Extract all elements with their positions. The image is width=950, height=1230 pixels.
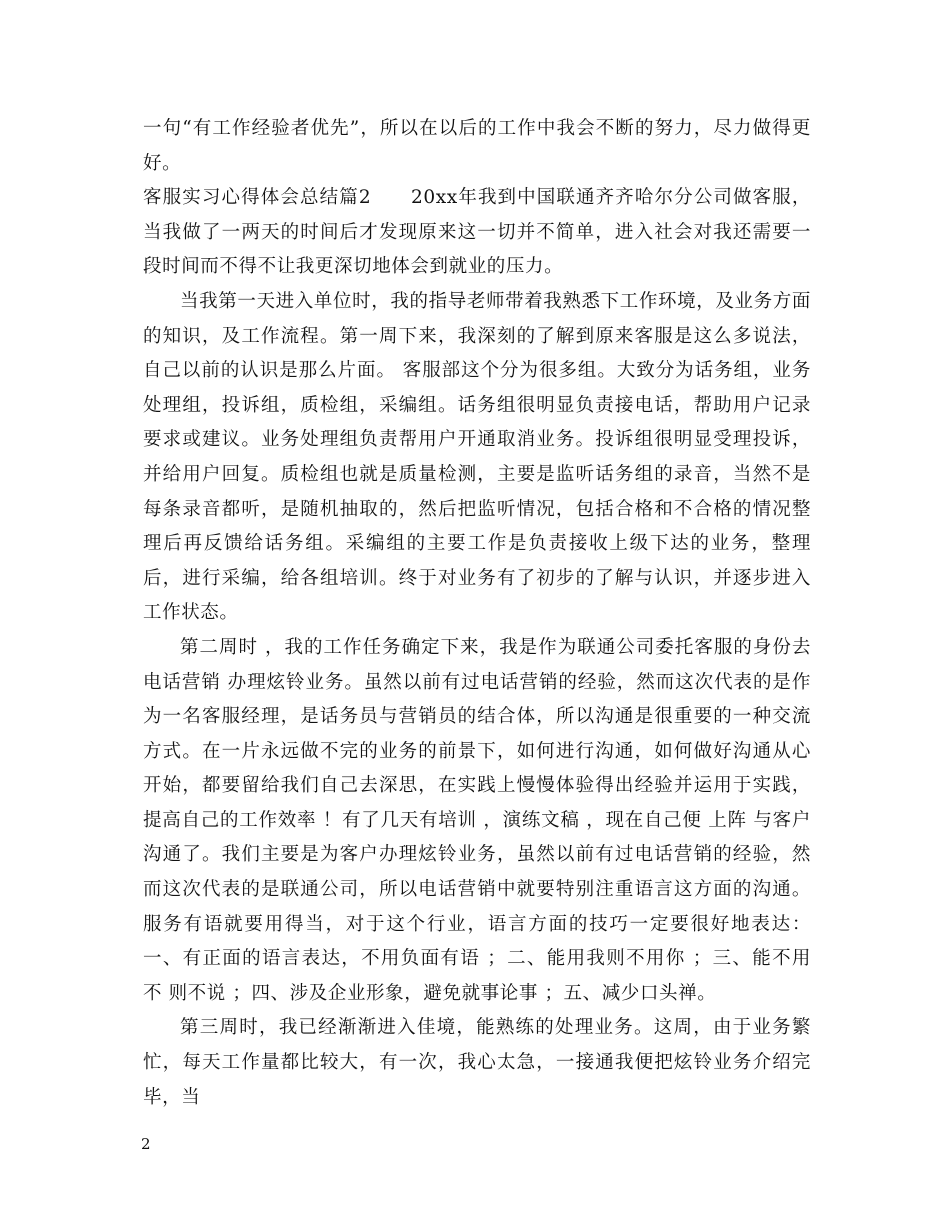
paragraph-section-heading: 客服实习心得体会总结篇2 20xx年我到中国联通齐齐哈尔分公司做客服，当我做了一两天的时间后才发现原来这一切并不简单，进入社会对我还需要一段时间而不得不让我更深切地体会到就业的压力。 xyxy=(143,187,811,278)
document-body xyxy=(143,112,811,1115)
paragraph-third-week: 第三周时，我已经渐渐进入佳境，能熟练的处理业务。这周，由于业务繁忙，每天工作量都比较大，有一次，我心太急，一接通我便把炫铃业务介绍完毕，当 xyxy=(143,1017,811,1108)
paragraph-second-week: 第二周时 ，我的工作任务确定下来，我是作为联通公司委托客服的身份去电话营销 办理炫铃业务。虽然以前有过电话营销的经验，然而这次代表的是作为一名客服经理，是话务员与营销员的结合体，所以沟通是很重要的一种交流方式。在一片永远做不完的业务的前景下，如何进行沟通，如何做好沟通从心开始，都要留给我们自己去深思，在实践上慢慢体验得出经验并运用于实践，提高自己的工作效率 ！有了几天有培训 ，演练文稿 ，现在自己便 上阵 与客户沟通了。我们主要是为客户办理炫铃业务，虽然以前有过电话营销的经验，然而这次代表的是联通公司，所以电话营销中就要特别注重语言这方面的沟通。服务有语就要用得当，对于这个行业，语言方面的技巧一定要很好地表达：一、有正面的语言表达，不用负面有语 ；二、能用我则不用你 ；三、能不用 不 则不说 ；四、涉及企业形象，避免就事论事 ；五、减少口头禅。 xyxy=(143,636,811,1004)
page-number: 2 xyxy=(141,1135,151,1153)
paragraph-continuation: 一句“有工作经验者优先”，所以在以后的工作中我会不断的努力，尽力做得更好。 xyxy=(143,118,811,174)
paragraph-first-week: 当我第一天进入单位时，我的指导老师带着我熟悉下工作环境，及业务方面的知识，及工作流程。第一周下来，我深刻的了解到原来客服是这么多说法，自己以前的认识是那么片面。 客服部这个分为很多组。大致分为话务组，业务处理组，投诉组，质检组，采编组。话务组很明显负责接电话，帮助用户记录要求或建议。业务处理组负责帮用户开通取消业务。投诉组很明显受理投诉，并给用户回复。质检组也就是质量检测，主要是监听话务组的录音，当然不是每条录音都听，是随机抽取的，然后把监听情况，包括合格和不合格的情况整理后再反馈给话务组。采编组的主要工作是负责接收上级下达的业务，整理后，进行采编，给各组培训。终于对业务有了初步的了解与认识，并逐步进入工作状态。 xyxy=(143,290,811,624)
